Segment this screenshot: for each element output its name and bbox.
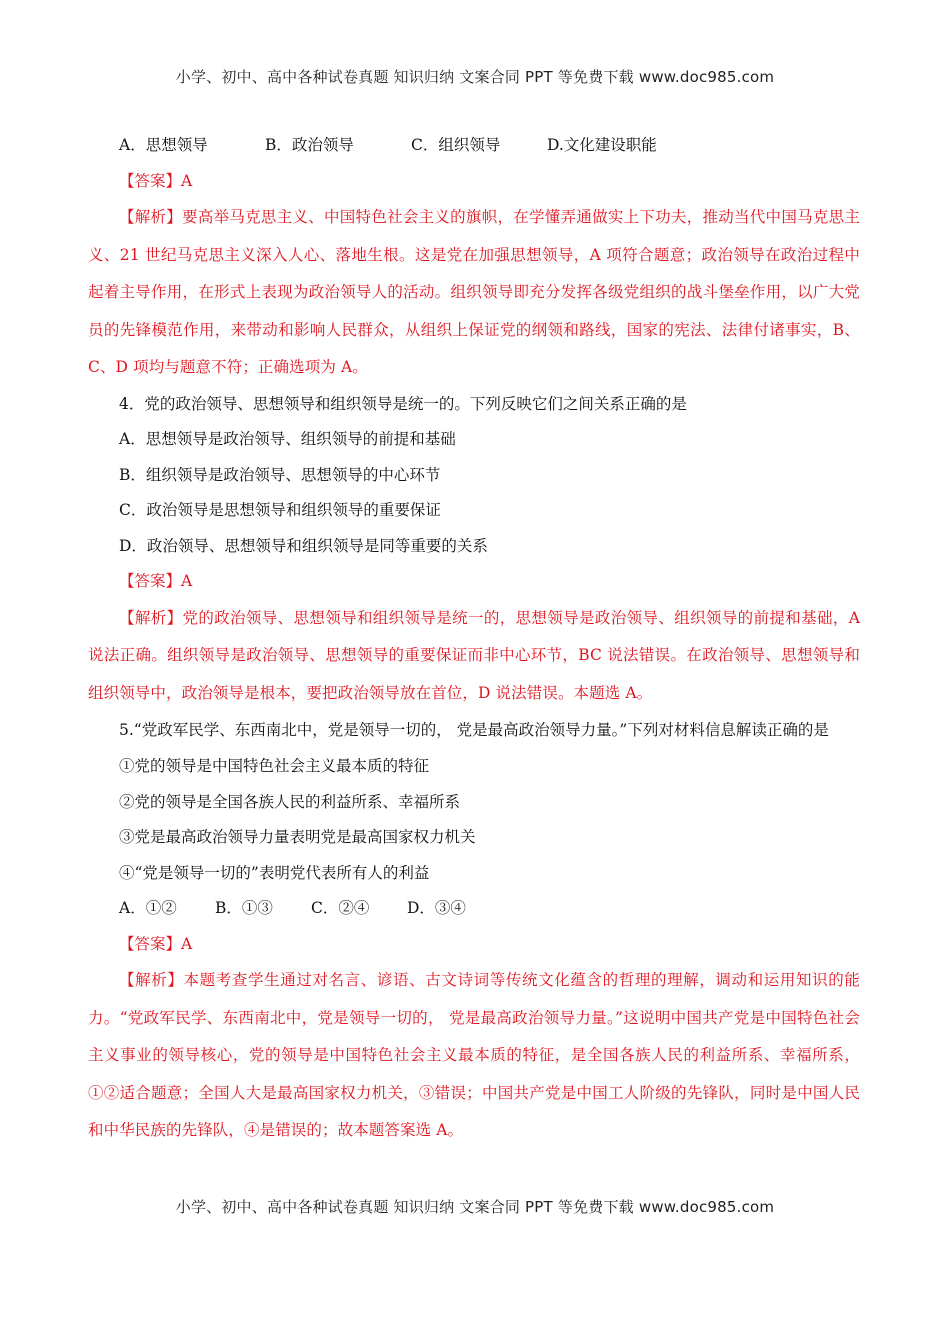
q3-analysis: 【解析】要高举马克思主义、中国特色社会主义的旗帜，在学懂弄通做实上下功夫，推动当代中国马克思主义、21 世纪马克思主义深入人心、落地生根。这是党在加强思想领导，A 项符合题意；政治领导在政治过程中起着主导作用，在形式上表现为政治领导人的活动。组织领导即充分发挥各级党组织的战斗堡垒作用，以广大党员的先锋模范作用，来带动和影响人民群众，从组织上保证党的纲领和路线，国家的宪法、法律付诸事实，B、C、D 项均与题意不符；正确选项为 A。 bbox=[88, 208, 860, 376]
q4-option-d: D．政治领导、思想领导和组织领导是同等重要的关系 bbox=[119, 536, 488, 555]
q5-statement-1: ①党的领导是中国特色社会主义最本质的特征 bbox=[119, 757, 430, 775]
page-footer: 小学、初中、高中各种试卷真题 知识归纳 文案合同 PPT 等免费下载 www.doc985.com bbox=[175, 1198, 775, 1216]
q3-option-c: C．组织领导 bbox=[411, 136, 501, 154]
q3-option-b: B．政治领导 bbox=[265, 136, 354, 154]
q4-answer: 【答案】A bbox=[119, 572, 193, 590]
q5-option-d: D．③④ bbox=[407, 899, 466, 917]
q5-answer: 【答案】A bbox=[119, 934, 193, 953]
q5-option-b: B．①③ bbox=[215, 899, 273, 917]
q4-analysis: 【解析】党的政治领导、思想领导和组织领导是统一的，思想领导是政治领导、组织领导的前提和基础，A 说法正确。组织领导是政治领导、思想领导的重要保证而非中心环节，BC 说法错误。在政治领导、思想领导和组织领导中，政治领导是根本，要把政治领导放在首位，D 说法错误。本题选 A。 bbox=[88, 608, 860, 702]
q5-stem: 5.“党政军民学、东西南北中，党是领导一切的， 党是最高政治领导力量。”下列对材料信息解读正确的是 bbox=[119, 721, 829, 739]
q4-stem: 4．党的政治领导、思想领导和组织领导是统一的。下列反映它们之间关系正确的是 bbox=[119, 394, 687, 413]
document-body bbox=[88, 128, 860, 1150]
page-header: 小学、初中、高中各种试卷真题 知识归纳 文案合同 PPT 等免费下载 www.doc985.com bbox=[175, 68, 775, 86]
q4-option-b: B．组织领导是政治领导、思想领导的中心环节 bbox=[119, 465, 441, 484]
q3-option-a: A．思想领导 bbox=[119, 136, 208, 154]
q5-options bbox=[88, 891, 860, 927]
q5-analysis: 【解析】本题考查学生通过对名言、谚语、古文诗词等传统文化蕴含的哲理的理解，调动和运用知识的能力。“党政军民学、东西南北中，党是领导一切的， 党是最高政治领导力量。”这说明中国共产党是中国特色社会主义事业的领导核心，党的领导是中国特色社会主义最本质的特征，是全国各族人民的利益所系、幸福所系，①②适合题意；全国人大是最高国家权力机关，③错误；中国共产党是中国工人阶级的先锋队，同时是中国人民和中华民族的先锋队，④是错误的；故本题答案选 A。 bbox=[88, 971, 860, 1139]
q5-statement-3: ③党是最高政治领导力量表明党是最高国家权力机关 bbox=[119, 828, 476, 846]
q5-statement-2: ②党的领导是全国各族人民的利益所系、幸福所系 bbox=[119, 792, 461, 811]
q5-option-a: A．①② bbox=[119, 899, 177, 917]
q4-option-a: A．思想领导是政治领导、组织领导的前提和基础 bbox=[119, 430, 456, 448]
q5-option-c: C．②④ bbox=[311, 899, 370, 917]
q3-answer: 【答案】A bbox=[119, 171, 193, 190]
q5-statement-4: ④“党是领导一切的”表明党代表所有人的利益 bbox=[119, 863, 430, 882]
q3-options bbox=[88, 128, 860, 164]
q4-option-c: C．政治领导是思想领导和组织领导的重要保证 bbox=[119, 501, 441, 519]
q3-option-d: D.文化建设职能 bbox=[547, 136, 657, 154]
